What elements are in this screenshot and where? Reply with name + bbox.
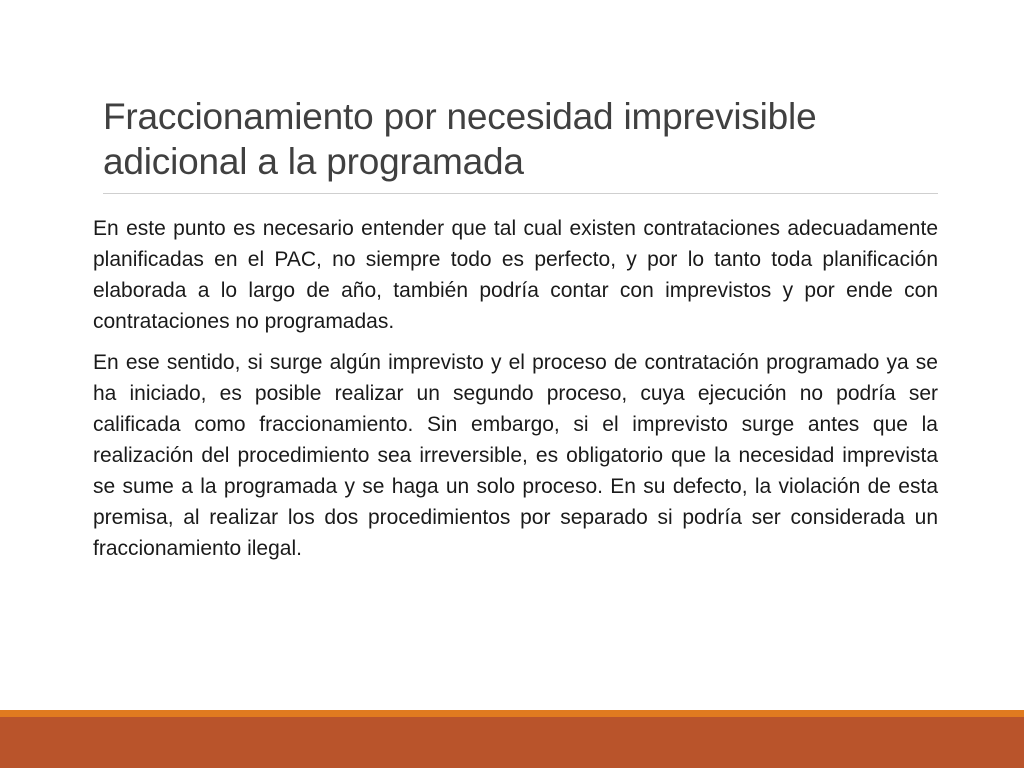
slide-title-line-2: adicional a la programada [103,141,524,182]
body-paragraph-2: En ese sentido, si surge algún imprevisto y el proceso de contratación programado ya se ha iniciado, es posible realizar un segundo proceso, cuya ejecución no podría ser calificada como fraccionamiento. Sin embargo, si el imprevisto surge antes que la realización del procedimiento sea irreversible, es obligatorio que la necesidad imprevista se sume a la programada y se haga un solo proceso. En su defecto, la violación de esta premisa, al realizar los dos procedimientos por separado si podría ser considerada un fraccionamiento ilegal. [93,351,938,560]
footer-band [0,710,1024,768]
slide-body [93,213,938,574]
footer-color-bar [0,717,1024,768]
slide-title [103,94,943,184]
footer-accent-stripe [0,710,1024,717]
body-paragraph-1: En este punto es necesario entender que tal cual existen contrataciones adecuadamente planificadas en el PAC, no siempre todo es perfecto, y por lo tanto toda planificación elaborada a lo largo de año, también podría contar con imprevistos y por ende con contrataciones no programadas. [93,217,938,333]
slide-title-line-1: Fraccionamiento por necesidad imprevisible [103,96,817,137]
title-divider [103,193,938,194]
